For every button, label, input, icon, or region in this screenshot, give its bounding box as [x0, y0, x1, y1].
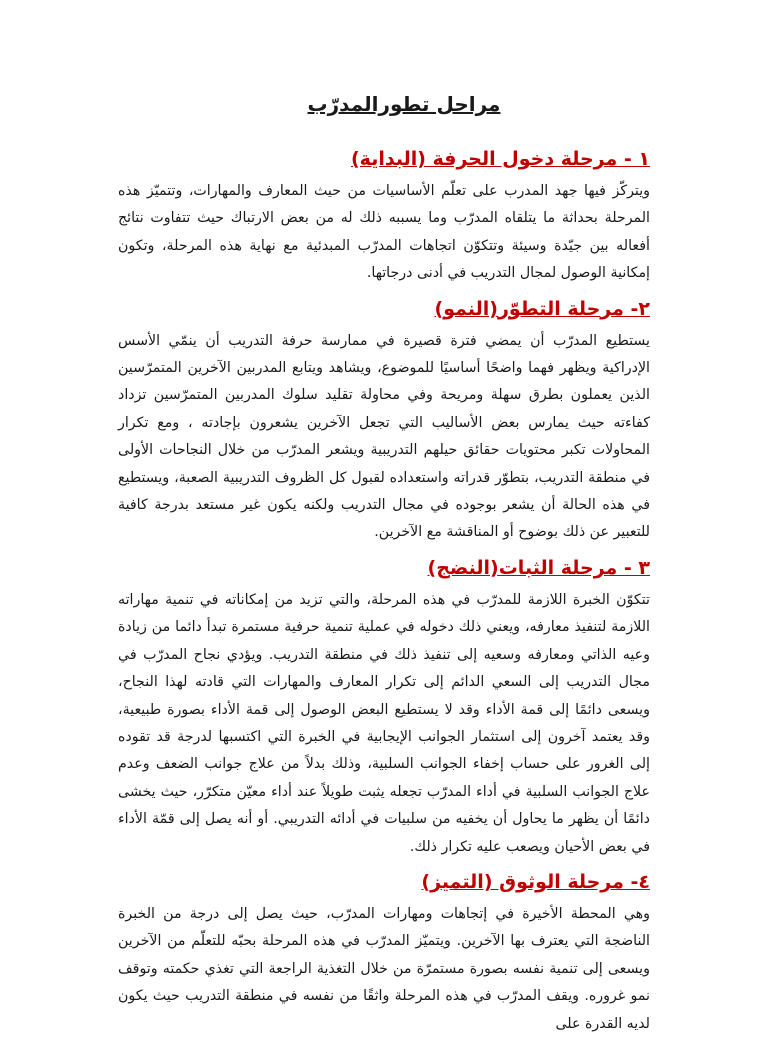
section-excellence: [118, 867, 650, 1038]
section-heading: ١ - مرحلة دخول الحرفة (البداية): [350, 148, 650, 170]
section-paragraph: وهي المحطة الأخيرة في إتجاهات ومهارات المدرّب، حيث يصل إلى درجة من الخبرة الناضجة التي يعترف بها الآخرين. ويتميّز المدرّب في هذه المرحلة بحبّه للتعلّم من الآخرين ويسعى إلى تنمية نفسه بصورة مستمرّة من خلال التغذية الراجعة التي تغذي حكمته وتوقف نمو غروره. ويقف المدرّب في هذه المرحلة واثقًا من نفسه في منطقة التدريب حيث يكون لديه القدرة على: [118, 905, 650, 1032]
section-beginning: [118, 144, 650, 288]
section-paragraph: ويتركّز فيها جهد المدرب على تعلّم الأساسيات من حيث المعارف والمهارات، وتتميّز هذه المرحلة بحداثة ما يتلقاه المدرّب وما يسببه ذلك له من بعض الارتباك حيث تتفاوت نتائج أفعاله بين جيّدة وسيئة وتتكوّن اتجاهات المدرّب المبدئية مع نهاية هذه المرحلة، وتكون إمكانية الوصول لمجال التدريب في أدنى درجاتها.: [118, 183, 650, 282]
section-paragraph: تتكوّن الخبرة اللازمة للمدرّب في هذه المرحلة، والتي تزيد من إمكاناته في تنمية مهاراته اللازمة لتنفيذ معارفه، ويعني ذلك دخوله في عملية تنمية حرفية مستمرة تبدأ دائما من زيادة وعيه الذاتي ومعارفه وسعيه إلى تنفيذ ذلك في منطقة التدريب. ويؤدي نجاح المدرّب في مجال التدريب إلى السعي الدائم إلى تكرار المعارف والمهارات التي قادته لهذا النجاح، ويسعى دائمًا إلى قمة الأداء وقد لا يستطيع البعض الوصول إلى قمة الأداء بصورة طبيعية، وقد يعتمد آخرون إلى استثمار الجوانب الإيجابية في الخبرة التي اكتسبها لدرجة قد تقوده إلى الغرور على حساب إخفاء الجوانب السلبية، وذلك بدلاً من علاج جوانب الضعف وعدم علاج الجوانب السلبية في أداء المدرّب تجعله يثبت طويلاً عند أداء معيّن متكرّر، حيث يخشى دائمًا أن يظهر ما يحاول أن يخفيه من سلبيات في أدائه التدريبي. أو أنه يصل إلى قمّة الأداء في بعض الأحيان ويصعب عليه تكرار ذلك.: [118, 591, 650, 855]
section-maturity: [118, 553, 650, 861]
section-heading: ٢- مرحلة التطوّر(النمو): [434, 297, 650, 320]
document-page: [118, 90, 650, 1032]
section-heading: ٣ - مرحلة الثبات(النضج): [427, 556, 650, 579]
section-heading: ٤- مرحلة الوثوق (التميز): [421, 870, 650, 893]
document-title: مراحل تطورالمدرّب: [307, 92, 501, 116]
section-growth: [118, 294, 650, 547]
section-paragraph: يستطيع المدرّب أن يمضي فترة قصيرة في ممارسة حرفة التدريب أن ينمّي الأسس الإدراكية ويظهر فهما واضحًا أساسيًا للموضوع، ويشاهد ويتابع المدربين الآخرين المتمرّسين الذين يعملون بطرق سهلة ومريحة وفي محاولة تقليد سلوك المدربين المتمرّسين تزداد كفاءته حيث يمارس بعض الأساليب التي تجعل الآخرين يشعرون بإجادته ، ومع تكرار المحاولات تكبر محتويات حقائق حيلهم التدريبية ويشعر المدرّب من خلال النجاحات الأولى في منطقة التدريب، بتطوّر قدراته واستعداده لقبول كل الظروف التدريبية الصعبة، ويستطيع في هذه الحالة أن يشعر بوجوده في مجال التدريب ولكنه يكون غير مستعد بدرجة كافية للتعبير عن ذلك بوضوح أو المناقشة مع الآخرين.: [118, 332, 650, 541]
